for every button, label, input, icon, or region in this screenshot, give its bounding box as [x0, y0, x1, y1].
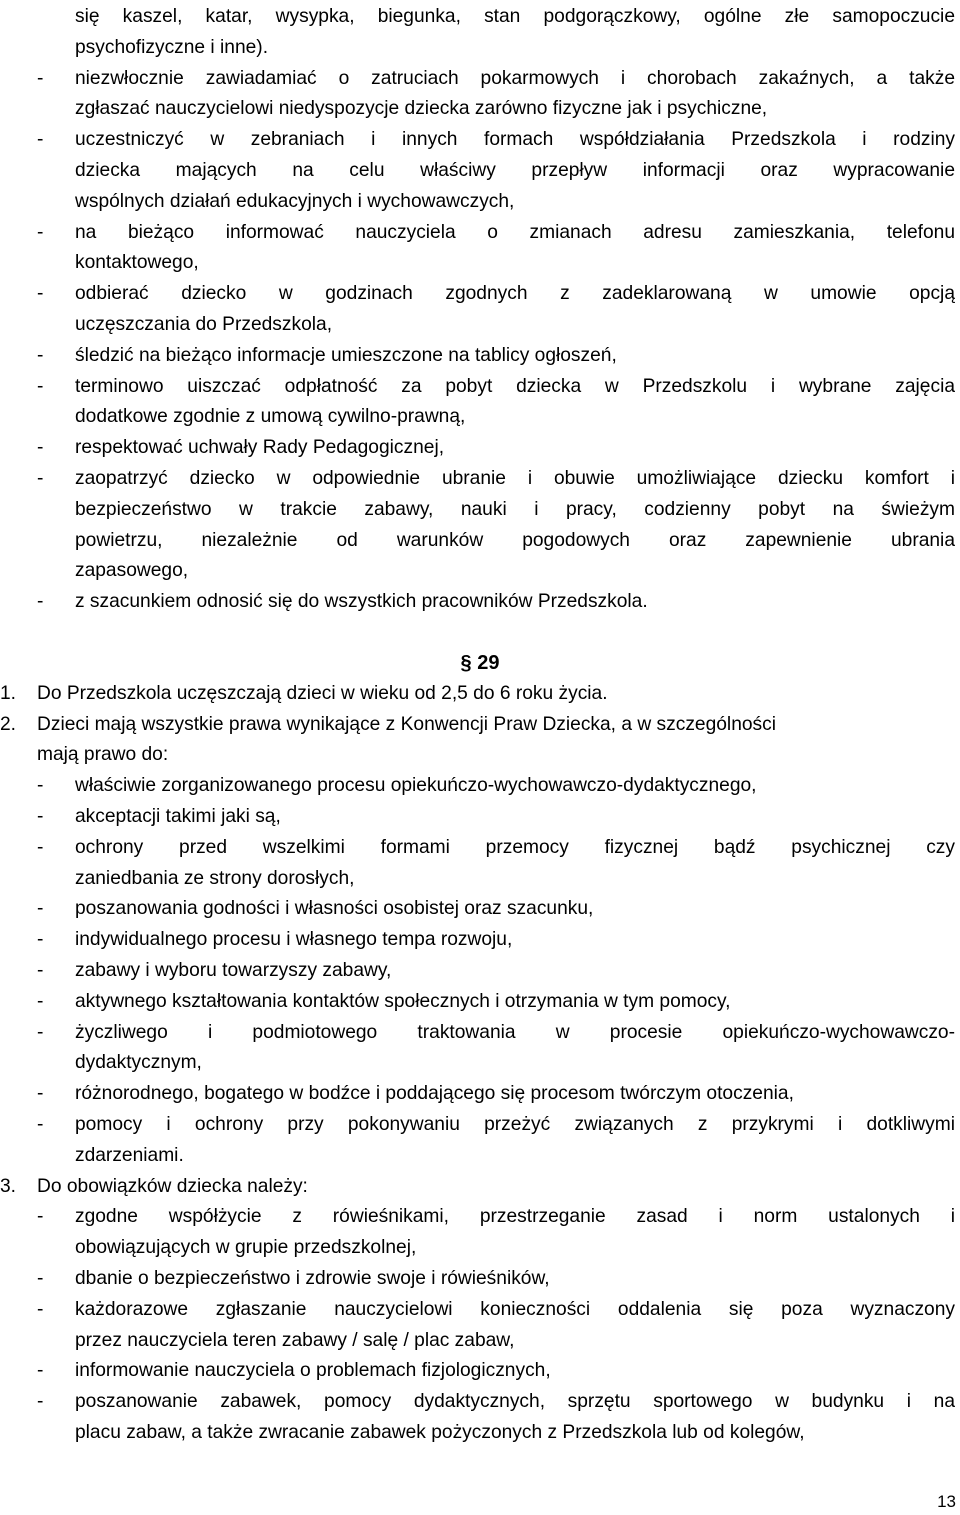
list-dash: -: [37, 960, 44, 981]
child-duty-line: poszanowanie zabawek, pomocy dydaktycznych, sprzętu sportowego w budynku i na: [75, 1391, 955, 1413]
right-line: różnorodnego, bogatego w bodźce i poddającego się procesom twórczym otoczenia,: [75, 1083, 794, 1105]
continuation-line: się kaszel, katar, wysypka, biegunka, stan podgorączkowy, ogólne złe samopoczucie: [75, 6, 955, 27]
list-dash: -: [37, 375, 44, 397]
right-line: zaniedbania ze strony dorosłych,: [75, 867, 355, 889]
list-dash: -: [37, 1021, 44, 1043]
list-dash: -: [37, 1083, 44, 1105]
right-line: aktywnego kształtowania kontaktów społecznych i otrzymania w tym pomocy,: [75, 990, 731, 1012]
list-dash: -: [37, 1206, 44, 1228]
section-heading: § 29: [460, 652, 500, 674]
right-line: właściwie zorganizowanego procesu opiekuńczo-wychowawczo-dydaktycznego,: [75, 775, 757, 797]
parent-duty-line: powietrzu, niezależnie od warunków pogodowych oraz zapewnienie ubrania: [75, 529, 955, 551]
parent-duty-line: bezpieczeństwo w trakcie zabawy, nauki i pracy, codzienny pobyt na świeżym: [75, 498, 955, 520]
list-dash: -: [37, 898, 44, 920]
right-line: akceptacji takimi jaki są,: [75, 806, 281, 827]
right-line: życzliwego i podmiotowego traktowania w procesie opiekuńczo-wychowawczo-: [75, 1021, 955, 1043]
child-duty-line: dbanie o bezpieczeństwo i zdrowie swoje i rówieśników,: [75, 1268, 550, 1289]
list-dash: -: [37, 1268, 44, 1289]
parent-duty-line: respektować uchwały Rady Pedagogicznej,: [75, 437, 445, 459]
list-dash: -: [37, 1360, 44, 1382]
point-number: 1.: [0, 682, 17, 704]
continuation-line: psychofizyczne i inne).: [75, 36, 269, 58]
point-text: mają prawo do:: [37, 744, 169, 766]
parent-duty-line: z szacunkiem odnosić się do wszystkich pracowników Przedszkola.: [75, 591, 648, 613]
list-dash: -: [37, 836, 44, 858]
list-dash: -: [37, 1298, 44, 1320]
list-dash: -: [37, 929, 44, 951]
list-dash: -: [37, 437, 44, 459]
parent-duty-line: dodatkowe zgodnie z umową cywilno-prawną,: [75, 406, 466, 428]
point-text: Do obowiązków dziecka należy:: [37, 1175, 308, 1197]
list-dash: -: [37, 806, 44, 827]
list-dash: -: [37, 344, 44, 366]
list-dash: -: [37, 468, 44, 489]
parent-duty-line: kontaktowego,: [75, 252, 199, 274]
right-line: ochrony przed wszelkimi formami przemocy fizycznej bądź psychicznej czy: [75, 836, 955, 858]
parent-duty-line: zaopatrzyć dziecko w odpowiednie ubranie i obuwie umożliwiające dziecku komfort i: [75, 468, 955, 489]
point-number: 2.: [0, 713, 17, 735]
list-dash: -: [37, 1391, 44, 1413]
parent-duty-line: terminowo uiszczać odpłatność za pobyt dziecka w Przedszkolu i wybrane zajęcia: [75, 375, 955, 397]
parent-duty-line: śledzić na bieżąco informacje umieszczone na tablicy ogłoszeń,: [75, 344, 617, 366]
parent-duty-line: zapasowego,: [75, 560, 189, 582]
parent-duty-line: odbierać dziecko w godzinach zgodnych z zadeklarowaną w umowie opcją: [75, 283, 955, 305]
list-dash: -: [37, 283, 44, 305]
parent-duty-line: niezwłocznie zawiadamiać o zatruciach pokarmowych i chorobach zakaźnych, a także: [75, 67, 955, 89]
list-dash: -: [37, 990, 44, 1012]
right-line: zdarzeniami.: [75, 1144, 184, 1166]
point-text: Dzieci mają wszystkie prawa wynikające z Konwencji Praw Dziecka, a w szczególności: [37, 713, 776, 735]
right-line: dydaktycznym,: [75, 1052, 202, 1074]
list-dash: -: [37, 221, 44, 243]
parent-duty-line: uczęszczania do Przedszkola,: [75, 314, 333, 335]
list-dash: -: [37, 775, 44, 797]
child-duty-line: informowanie nauczyciela o problemach fizjologicznych,: [75, 1360, 551, 1382]
point-text: Do Przedszkola uczęszczają dzieci w wieku od 2,5 do 6 roku życia.: [37, 682, 608, 704]
child-duty-line: placu zabaw, a także zwracanie zabawek pożyczonych z Przedszkola lub od kolegów,: [75, 1422, 805, 1443]
parent-duty-line: wspólnych działań edukacyjnych i wychowawczych,: [75, 190, 515, 212]
list-dash: -: [37, 1114, 44, 1135]
parent-duty-line: na bieżąco informować nauczyciela o zmianach adresu zamieszkania, telefonu: [75, 221, 955, 243]
list-dash: -: [37, 129, 44, 151]
list-dash: -: [37, 67, 44, 89]
right-line: indywidualnego procesu i własnego tempa rozwoju,: [75, 929, 513, 951]
child-duty-line: zgodne współżycie z rówieśnikami, przestrzeganie zasad i norm ustalonych i: [75, 1206, 955, 1228]
list-dash: -: [37, 591, 44, 613]
child-duty-line: przez nauczyciela teren zabawy / salę / plac zabaw,: [75, 1329, 515, 1351]
right-line: poszanowania godności i własności osobistej oraz szacunku,: [75, 898, 594, 920]
parent-duty-line: dziecka mających na celu właściwy przepływ informacji oraz wypracowanie: [75, 160, 955, 181]
child-duty-line: obowiązujących w grupie przedszkolnej,: [75, 1237, 417, 1259]
parent-duty-line: uczestniczyć w zebraniach i innych formach współdziałania Przedszkola i rodziny: [75, 129, 955, 151]
parent-duty-line: zgłaszać nauczycielowi niedyspozycje dziecka zarówno fizyczne jak i psychiczne,: [75, 98, 768, 120]
page-number: 13: [937, 1492, 956, 1511]
right-line: zabawy i wyboru towarzyszy zabawy,: [75, 960, 392, 981]
right-line: pomocy i ochrony przy pokonywaniu przeżyć związanych z przykrymi i dotkliwymi: [75, 1114, 955, 1135]
child-duty-line: każdorazowe zgłaszanie nauczycielowi konieczności oddalenia się poza wyznaczony: [75, 1298, 955, 1320]
point-number: 3.: [0, 1175, 17, 1197]
